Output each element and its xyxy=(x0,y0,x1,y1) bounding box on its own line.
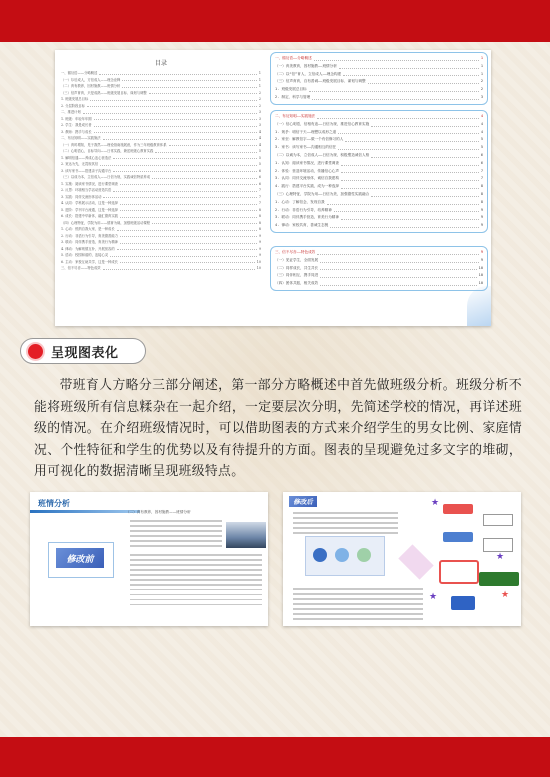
toc-leader-dots xyxy=(149,91,257,94)
toc-leader-dots xyxy=(113,169,257,172)
toc-page-number: 2 xyxy=(258,97,261,101)
text-lines xyxy=(293,588,423,623)
toc-leader-dots xyxy=(90,98,257,101)
before-text-block xyxy=(126,510,262,518)
toc-section-box xyxy=(270,246,488,291)
before-screenshot xyxy=(30,492,268,626)
pie-chart xyxy=(357,548,371,562)
toc-leader-dots xyxy=(314,57,479,61)
toc-page-number: 8 xyxy=(258,207,261,212)
toc-entry-text: 6. 主动：家校互助共学，这是一种成长 xyxy=(61,259,118,264)
text-lines xyxy=(130,554,262,609)
toc-page-number: 3 xyxy=(258,110,261,114)
toc-leader-dots xyxy=(371,193,479,197)
toc-entry-text: 1. 班级：年轻年年期 xyxy=(61,116,92,121)
toc-page-number: 4 xyxy=(258,136,261,140)
toc-page-number: 1 xyxy=(258,77,261,82)
toc-entry xyxy=(275,272,483,280)
toc-leader-dots xyxy=(103,267,255,270)
toc-entry xyxy=(275,78,483,86)
toc-leader-dots xyxy=(320,259,479,263)
toc-page-number: 8 xyxy=(480,199,483,204)
toc-leader-dots xyxy=(320,266,477,270)
toc-page-number: 9 xyxy=(480,215,483,220)
toc-leader-dots xyxy=(309,88,479,92)
toc-page-number: 5 xyxy=(258,162,261,166)
toc-leader-dots xyxy=(327,201,479,205)
toc-entry-text: 3. 读写家书——搭建亲子沟通平台 xyxy=(61,168,112,173)
toc-page-number: 2 xyxy=(480,79,483,84)
toc-leader-dots xyxy=(103,137,257,140)
toc-entry-text: （二）以“信”育人，立信成人——理念构建 xyxy=(275,71,342,76)
toc-leader-dots xyxy=(94,124,257,127)
toc-section-box xyxy=(270,52,488,105)
toc-page-number: 5 xyxy=(480,137,483,142)
toc-entry-text: 一、循衍语——分略概述 xyxy=(61,71,98,75)
toc-entry-text: 4. 认同：学科展示活动，这是一种选择 xyxy=(61,201,118,205)
toc-entry-text: 1. 班级发展总目标 xyxy=(275,87,307,92)
toc-entry-text: （三）以成为本，主信成人——日信为规，实践诚信特质养成 xyxy=(61,175,151,179)
toc-page-number: 9 xyxy=(480,223,483,228)
toc-page-number: 10 xyxy=(478,273,483,278)
toc-page-number: 8 xyxy=(258,227,261,231)
toc-entry-text: 3. 认同：同伴交流形体，诚信自我建构 xyxy=(275,176,339,181)
toc-entry xyxy=(275,222,483,230)
toc-entry xyxy=(275,160,483,168)
toc-leader-dots xyxy=(320,282,477,286)
toc-entry-text: 2. 行动：非语行为引导，培养精神 xyxy=(275,207,332,212)
toc-entry-text: 2. 行动：非语行为引导，育美德善能力 xyxy=(61,233,118,238)
toc-page-number: 2 xyxy=(258,103,261,108)
toc-leader-dots xyxy=(341,162,479,166)
toc-entry-text: （二）育有教养，因材施教——班情分析 xyxy=(61,84,121,88)
toc-page-number: 7 xyxy=(480,176,483,181)
toc-leader-dots xyxy=(117,247,257,250)
toc-page-number: 10 xyxy=(478,265,483,270)
toc-entry-text: 3. 实践：同伴交流形体活动 xyxy=(61,194,102,199)
toc-leader-dots xyxy=(87,104,257,107)
header-underline xyxy=(30,510,140,513)
toc-leader-dots xyxy=(334,208,479,212)
toc-entry-text: 2. 学生：我是成长者 xyxy=(61,123,92,127)
before-header: 班情分析 xyxy=(38,498,70,508)
toc-page-number: 4 xyxy=(258,129,261,134)
toc-entry-text: （四）团体共振，相关成效 xyxy=(275,281,319,286)
toc-leader-dots xyxy=(152,221,257,224)
flow-box xyxy=(451,596,475,610)
toc-leader-dots xyxy=(152,176,257,179)
toc-page-number: 1 xyxy=(480,71,483,76)
toc-entry-text: 3. 联动：同伴携手营造，育美行为精神 xyxy=(275,215,339,220)
toc-leader-dots xyxy=(341,177,479,181)
toc-entry xyxy=(275,280,483,288)
before-tag: 修改前 xyxy=(56,548,104,568)
toc-entry xyxy=(275,86,483,94)
toc-entry-text: 一、循衍语——分略概述 xyxy=(275,56,312,60)
toc-entry xyxy=(61,265,261,272)
section-heading-pill xyxy=(20,338,146,364)
toc-leader-dots xyxy=(317,251,479,255)
toc-entry xyxy=(275,152,483,160)
toc-entry-text: （三）信声育育，自有善诚——班级发展目标、谋划与调整 xyxy=(275,79,366,84)
toc-leader-dots xyxy=(120,215,257,218)
toc-entry-text: （三）心理特征，学院为用——日信为美，加强德性实践融合 xyxy=(275,191,370,196)
toc-entry-text: 1. 认知：阅读家书情况，进行课堂调查 xyxy=(275,160,339,165)
toc-page-number: 9 xyxy=(258,246,261,251)
toc-leader-dots xyxy=(368,80,479,84)
toc-entry-text: 1. 心动：悦纳自我大家，是一种成长 xyxy=(61,227,115,231)
toc-page-number: 6 xyxy=(258,175,261,179)
toc-page-number: 9 xyxy=(258,240,261,244)
toc-leader-dots xyxy=(155,150,257,153)
flow-box xyxy=(483,538,513,552)
star-icon: ★ xyxy=(429,592,438,602)
toc-page-number: 6 xyxy=(258,181,261,186)
body-paragraph: 带班育人方略分三部分阐述，第一部分方略概述中首先做班级分析。班级分析不能将班级所有信息糅杂在一起介绍，一定要层次分明，先简述学校的情况，再详述班级的情况。在介绍班级情况时，可以借助图表的方式来介绍学生的男女比例、家庭情况、个性特征和学生的优势以及有待提升的方面。图表的呈现避免过多文字的堆砌，用可视化的数据清晰呈现班级特点。 xyxy=(34,378,522,479)
toc-page-number: 3 xyxy=(480,94,483,99)
toc-entry xyxy=(275,191,483,199)
toc-entry-text: （一）育美教育，因材施教——班情分析 xyxy=(275,63,337,68)
flow-box xyxy=(483,514,513,526)
toc-entry xyxy=(275,265,483,273)
toc-entry xyxy=(275,144,483,152)
star-icon: ★ xyxy=(431,498,440,508)
toc-page-number: 5 xyxy=(480,145,483,150)
toc-page-number: 3 xyxy=(258,116,261,121)
toc-leader-dots xyxy=(120,260,255,263)
toc-leader-dots xyxy=(338,130,479,134)
toc-leader-dots xyxy=(338,146,479,150)
text-lines xyxy=(130,520,222,550)
star-icon: ★ xyxy=(496,552,505,562)
toc-entry-text: 4. 律动：为解则德互补，开展宽容的 xyxy=(61,246,115,251)
toc-page-number: 9 xyxy=(258,253,261,257)
toc-entry-text: 1. 心动：了解信念、发现自我 xyxy=(275,199,325,204)
toc-page-number: 10 xyxy=(478,281,483,286)
toc-leader-dots xyxy=(117,228,257,231)
toc-entry-text: （二）同样成长，共生共长 xyxy=(275,265,319,270)
toc-leader-dots xyxy=(100,163,257,166)
toc-entry xyxy=(275,175,483,183)
toc-original xyxy=(61,56,261,318)
toc-leader-dots xyxy=(94,130,257,133)
toc-leader-dots xyxy=(339,65,479,69)
toc-entry-text: 4. 律动：家校共育，善诚生态链 xyxy=(275,223,329,228)
toc-leader-dots xyxy=(110,254,257,257)
toc-page-number: 8 xyxy=(258,220,261,225)
toc-leader-dots xyxy=(371,123,479,127)
toc-title: 目录 xyxy=(154,60,167,67)
toc-section-box xyxy=(270,110,488,233)
flow-box xyxy=(439,560,479,584)
star-icon: ★ xyxy=(501,590,510,600)
toc-entry xyxy=(275,71,483,79)
toc-entry-text: （一）育时增知，见于我然——理论指南施展意，作为三年班级教育体系 xyxy=(61,142,167,147)
diamond-shape xyxy=(398,544,433,579)
toc-leader-dots xyxy=(83,111,257,114)
toc-screenshot xyxy=(55,50,491,326)
toc-page-number: 7 xyxy=(258,188,261,192)
toc-page-number: 10 xyxy=(256,259,261,264)
toc-entry-text: 3. 联动：同伴携手营造，育美行为精神 xyxy=(61,240,118,244)
toc-page-number: 10 xyxy=(256,266,261,270)
toc-entry-text: 2. 家至：解教信字——做一个有信修习的人 xyxy=(275,137,344,142)
toc-entry xyxy=(275,136,483,144)
toc-entry xyxy=(275,214,483,222)
toc-entry xyxy=(275,199,483,207)
toc-entry xyxy=(275,63,483,71)
toc-entry-text: 5. 进阶：学刊平台流通，这是一种选择 xyxy=(61,207,118,212)
pie-chart xyxy=(313,548,327,562)
toc-leader-dots xyxy=(320,274,477,278)
toc-entry-text: 三、信不尽音——特色成效 xyxy=(61,266,101,270)
toc-entry-text: （一）尔后成人，方信成人——理念诠释 xyxy=(61,77,121,82)
toc-leader-dots xyxy=(103,195,256,198)
toc-leader-dots xyxy=(345,138,479,142)
toc-page-number: 8 xyxy=(258,214,261,218)
flow-box xyxy=(443,504,473,514)
toc-entry-text: 1. 解明信通——养成心连心营造法 xyxy=(61,155,112,160)
after-tag: 修改后 xyxy=(289,496,317,507)
toc-page-number: 2 xyxy=(480,87,483,92)
toc-page-number: 1 xyxy=(258,71,261,75)
toc-leader-dots xyxy=(341,169,479,173)
toc-entry-text: 2. 制定、科学与管理 xyxy=(275,94,311,99)
toc-page-number: 4 xyxy=(480,121,483,126)
toc-page-number: 7 xyxy=(258,201,261,205)
toc-page-number: 9 xyxy=(480,257,483,262)
toc-entry-text: 二、推进计划 xyxy=(61,110,81,114)
toc-leader-dots xyxy=(330,224,479,228)
toc-entry-text: 2. 分层阶段目标 xyxy=(61,103,85,108)
toc-page-number: 5 xyxy=(258,149,261,153)
toc-leader-dots xyxy=(341,185,479,189)
toc-leader-dots xyxy=(169,143,257,146)
toc-leader-dots xyxy=(122,78,257,81)
toc-page-number: 6 xyxy=(480,160,483,165)
toc-revised xyxy=(270,52,488,324)
toc-entry-text: 1. 班级发展总目标 xyxy=(61,97,89,101)
toc-entry-text: 3. 家书：读写家书——沟通相互的信任 xyxy=(275,145,337,150)
toc-leader-dots xyxy=(99,72,257,75)
toc-entry-text: 二、布衍知明——实践施法 xyxy=(275,114,316,118)
toc-page-number: 1 xyxy=(480,56,483,60)
toc-entry-text: （二）心明语心，目标导向——日常实践，兼述班级心教育实践 xyxy=(61,149,154,153)
toc-page-number: 2 xyxy=(258,90,261,95)
toc-leader-dots xyxy=(317,115,479,119)
bullet-dot-icon xyxy=(28,344,43,359)
toc-entry-text: 4. 践行：搭建平台实践，成为一种选择 xyxy=(275,184,339,189)
toc-entry xyxy=(275,249,483,257)
toc-leader-dots xyxy=(120,241,257,244)
section-heading: 呈现图表化 xyxy=(51,345,119,361)
toc-leader-dots xyxy=(94,117,257,120)
toc-leader-dots xyxy=(120,208,257,211)
toc-entry xyxy=(275,257,483,265)
toc-leader-dots xyxy=(371,154,479,158)
toc-entry xyxy=(275,55,483,63)
toc-list xyxy=(61,70,261,272)
toc-leader-dots xyxy=(120,182,257,185)
toc-entry xyxy=(275,207,483,215)
toc-page-number: 5 xyxy=(258,155,261,160)
top-red-banner xyxy=(0,0,550,42)
toc-entry-text: 6. 成长：搭建中华新体，融汇德育实践 xyxy=(61,214,118,218)
toc-page-number: 6 xyxy=(258,168,261,173)
toc-page-number: 1 xyxy=(258,84,261,88)
toc-page-number: 4 xyxy=(258,142,261,147)
toc-page-number: 6 xyxy=(480,152,483,157)
toc-entry xyxy=(275,121,483,129)
toc-leader-dots xyxy=(113,156,257,159)
flow-box xyxy=(443,532,473,542)
toc-page-number: 1 xyxy=(480,63,483,68)
toc-page-number: 8 xyxy=(480,184,483,189)
toc-entry-text: 三、信不尽音——特色成效 xyxy=(275,250,316,254)
toc-entry-text: （三）同伴相互，携手同进 xyxy=(275,273,319,278)
toc-page-number: 9 xyxy=(480,250,483,254)
toc-entry-text: （一）见证学生，全面发展 xyxy=(275,257,319,262)
toc-entry-text: 1. 实施：阅读家书情况，进行课堂调查 xyxy=(61,181,118,186)
toc-entry-text: 2. 体验：营造环境活动，传播信心心声 xyxy=(275,168,339,173)
bottom-red-banner xyxy=(0,737,550,777)
toc-entry xyxy=(275,113,483,121)
toc-page-number: 7 xyxy=(258,194,261,199)
toc-entry-text: （三）信声育育，只是成熟——班级发展目标、谋划与调整 xyxy=(61,90,147,95)
toc-entry-text: 2. 反思：环境相当学活动营造共语 xyxy=(61,188,112,192)
after-screenshot xyxy=(283,492,521,626)
toc-entry-text: 5. 语动：校园和谐的，连接心灵 xyxy=(61,253,109,257)
toc-page-number: 4 xyxy=(480,114,483,118)
toc-page-number: 4 xyxy=(480,129,483,134)
toc-entry-text: （四）心理特征，学院为用——德育为础，加强班级活动课程 xyxy=(61,220,151,225)
toc-entry-text: （一）信心明语，信相有追——日信为规，推进信心教育实施 xyxy=(275,121,370,126)
toc-entry xyxy=(275,94,483,102)
toc-leader-dots xyxy=(120,234,257,237)
toc-entry-text: （二）以诚为本，立信成人——日信为规，积极塑造诚信人格 xyxy=(275,152,370,157)
toc-leader-dots xyxy=(312,96,479,100)
toc-entry-text: 3. 教师：携手与成长 xyxy=(61,129,92,134)
pie-chart xyxy=(335,548,349,562)
toc-entry-text: 2. 宽达为先，无畏规其信 xyxy=(61,162,99,166)
before-subtitle: （二）育有教养，因材施教——班情分析 xyxy=(126,510,191,514)
class-photo xyxy=(226,522,266,548)
toc-leader-dots xyxy=(343,72,479,76)
toc-entry xyxy=(275,183,483,191)
toc-entry-text: 二、布衍知明——实践施法 xyxy=(61,136,101,140)
toc-page-number: 3 xyxy=(258,123,261,127)
text-lines xyxy=(293,512,398,537)
toc-leader-dots xyxy=(113,189,257,192)
toc-entry xyxy=(275,168,483,176)
flow-box xyxy=(479,572,519,586)
toc-page-number: 9 xyxy=(480,207,483,212)
toc-leader-dots xyxy=(341,216,479,220)
toc-leader-dots xyxy=(122,85,257,88)
toc-entry-text: 1. 规矛：明信于天——理想以成形之道 xyxy=(275,129,337,134)
toc-page-number: 7 xyxy=(480,168,483,173)
toc-entry xyxy=(275,129,483,137)
toc-page-number: 9 xyxy=(258,233,261,238)
toc-page-number: 8 xyxy=(480,191,483,196)
toc-leader-dots xyxy=(120,202,257,205)
